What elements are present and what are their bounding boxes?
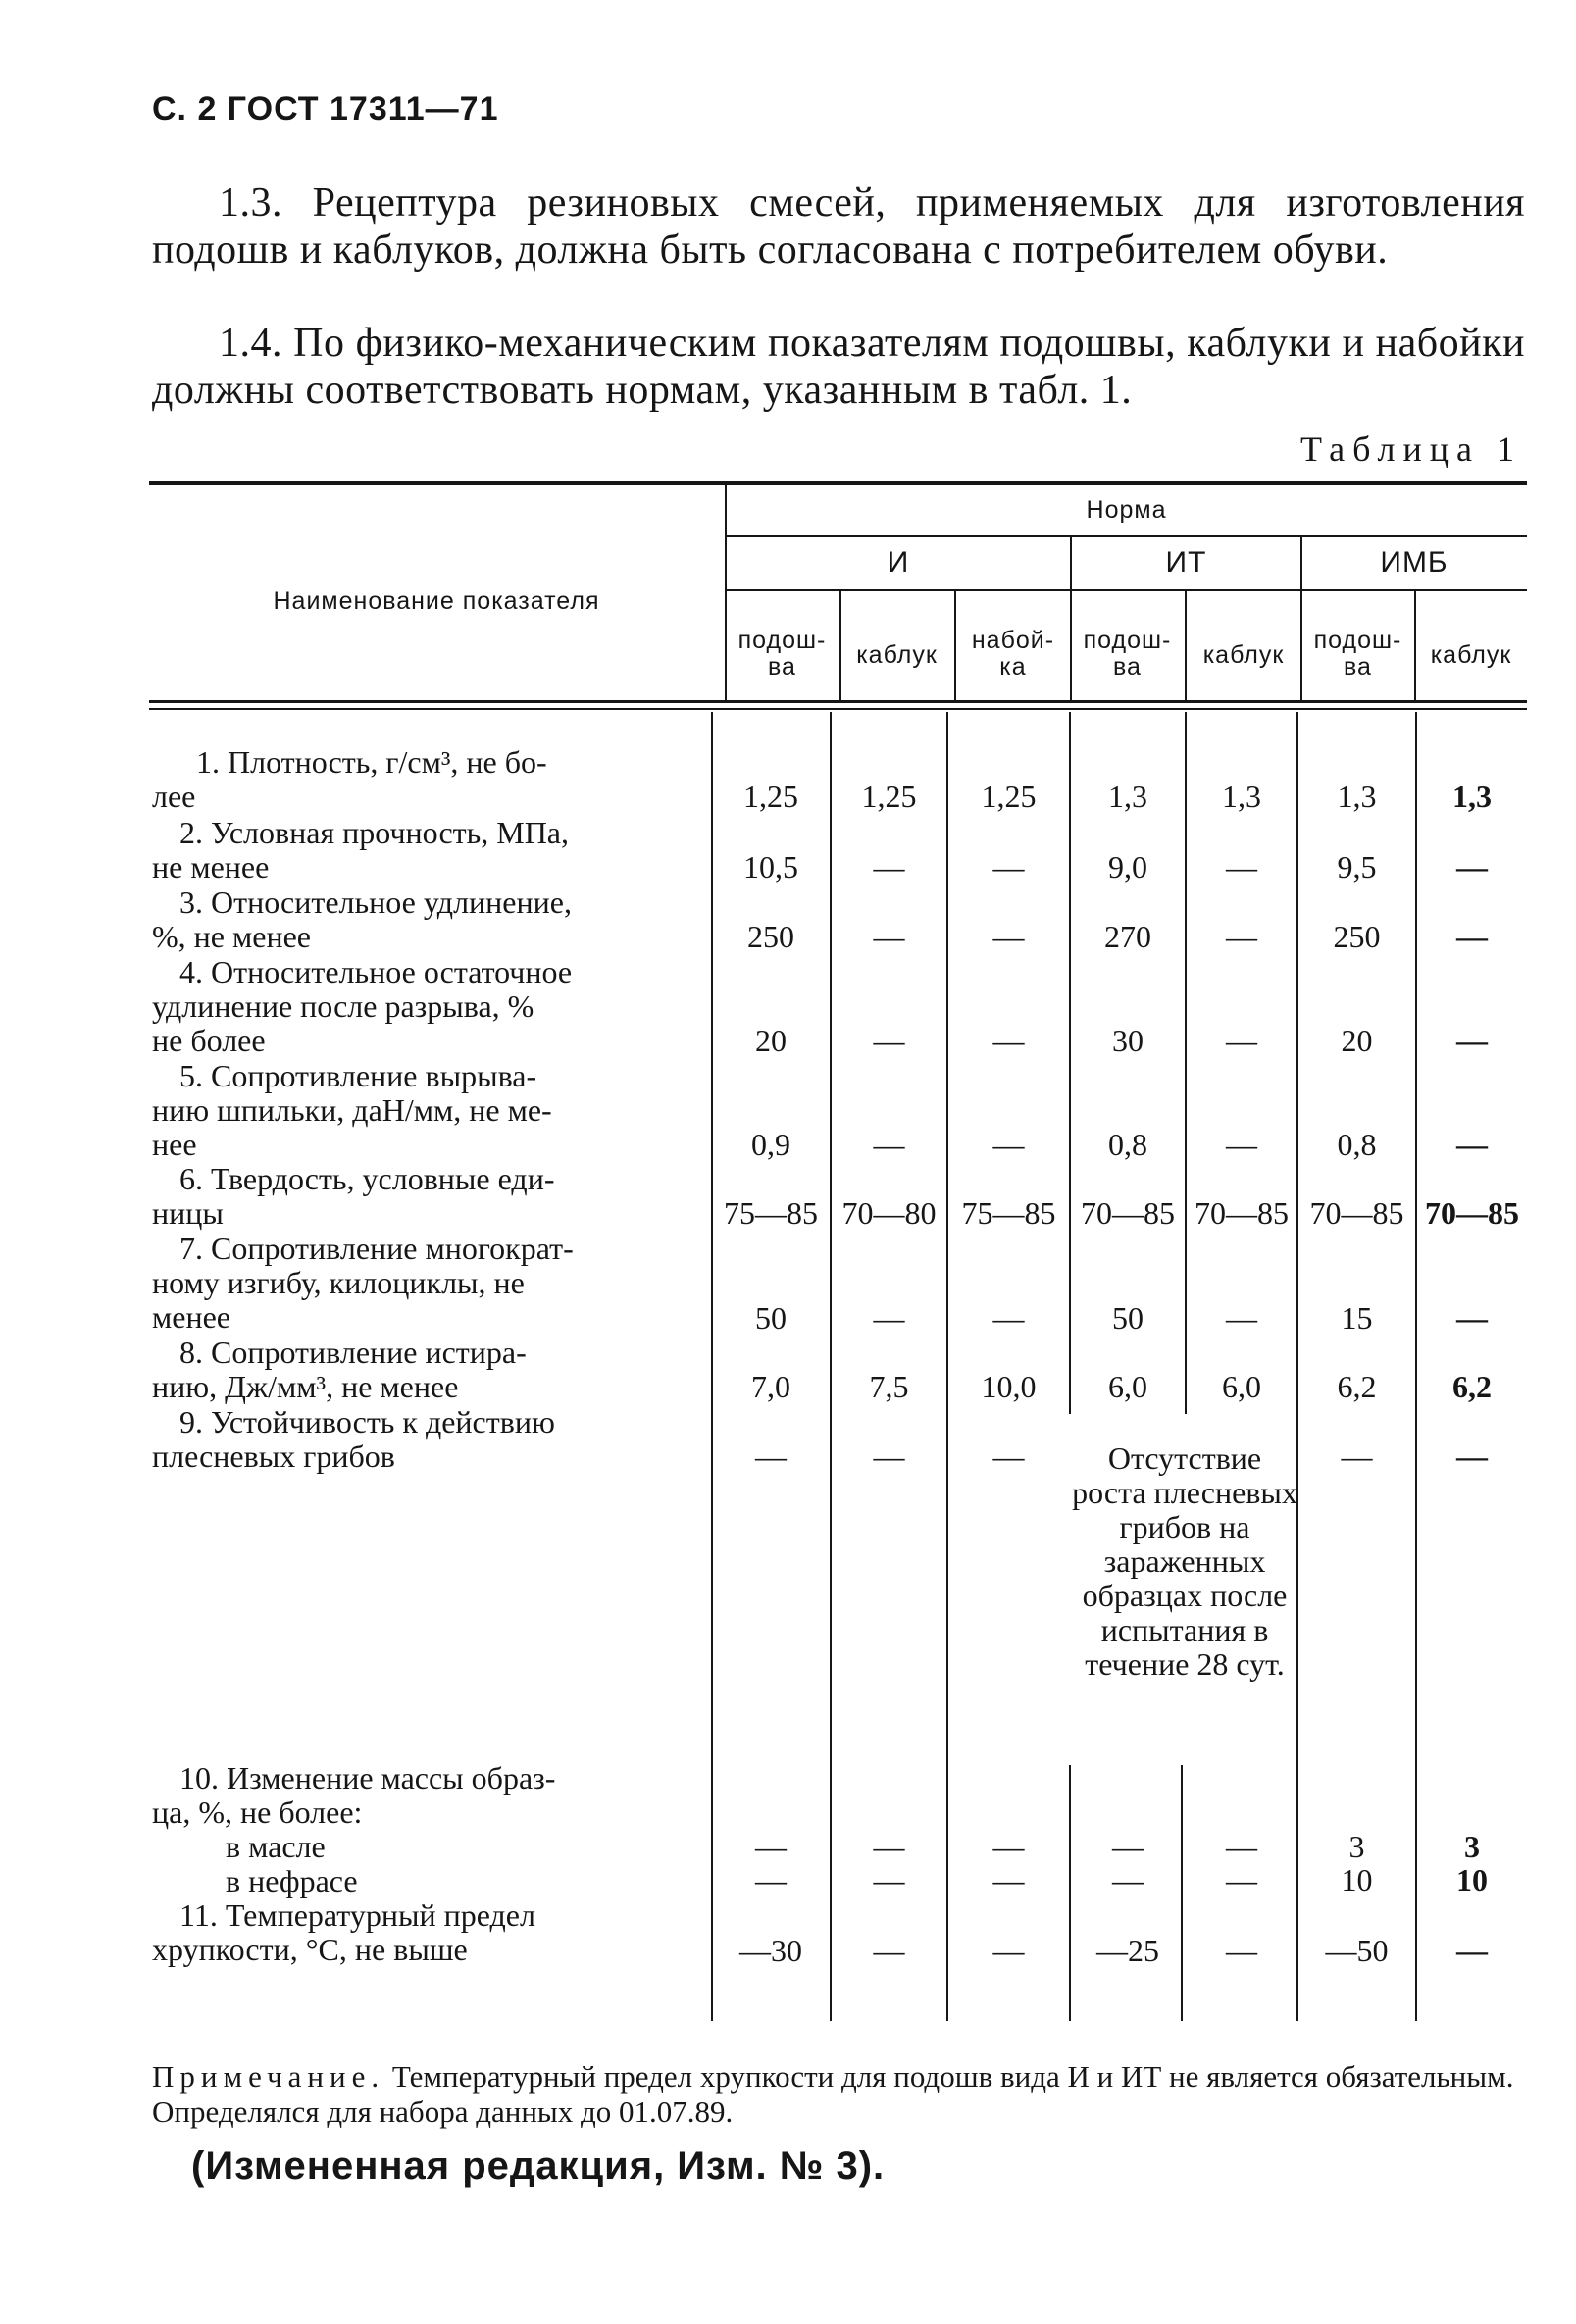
row-name-3: 3. Относительное удлинение, %, не менее — [152, 884, 572, 954]
table-cell-r2-c2: — — [873, 849, 905, 884]
name-column-header: Наименование показателя — [273, 587, 600, 615]
vline-h-6 — [1300, 537, 1302, 700]
table-cell-r5-c1: 0,9 — [751, 1127, 790, 1162]
group-header-imb: ИМБ — [1380, 546, 1449, 579]
table-cell-r8-c4: 6,0 — [1108, 1369, 1147, 1404]
table-cell-r4-c2: — — [873, 1023, 905, 1058]
table-cell-r10b-c2: — — [873, 1862, 905, 1897]
vline-h-4 — [1070, 537, 1072, 700]
table-cell-r11-c5: — — [1226, 1933, 1257, 1968]
table-cell-r3-c5: — — [1226, 919, 1257, 954]
table-cell-r7-c1: 50 — [755, 1300, 787, 1336]
table-cell-r10-c7: 3 — [1464, 1829, 1480, 1864]
subcol-header-3: набой- ка — [971, 627, 1055, 681]
norm-header: Норма — [1086, 496, 1167, 524]
note-text: Температурный предел хрупкости для подошв вида И и ИТ не является обязательным. Определялся для набора данных до 01.07.89. — [152, 2059, 1514, 2129]
table-cell-r1-c7: 1,3 — [1452, 779, 1492, 814]
groups-underline — [726, 589, 1527, 591]
table-cell-r5-c2: — — [873, 1127, 905, 1162]
note-label: Примечание. — [152, 2059, 385, 2094]
table-cell-r10-c2: — — [873, 1829, 905, 1864]
table-cell-r7-c4: 50 — [1112, 1300, 1144, 1336]
table-cell-r10b-c5: — — [1226, 1862, 1257, 1897]
table-cell-r10b-c4: — — [1112, 1862, 1144, 1897]
table-cell-r7-c2: — — [873, 1300, 905, 1336]
vline-b-2 — [830, 712, 832, 2021]
table-cell-r10-c1: — — [755, 1829, 787, 1864]
table-cell-r1-c5: 1,3 — [1222, 779, 1261, 814]
subcol-header-7: каблук — [1430, 641, 1512, 669]
table-cell-r10-c3: — — [992, 1829, 1025, 1864]
norm-underline — [726, 535, 1527, 537]
subcol-header-5: каблук — [1202, 641, 1285, 669]
table-cell-r10-c6: 3 — [1348, 1829, 1365, 1864]
table-cell-r4-c5: — — [1226, 1023, 1257, 1058]
table-cell-r1-c2: 1,25 — [861, 779, 917, 814]
table-top-rule — [149, 481, 1527, 485]
table-cell-r8-c1: 7,0 — [751, 1369, 790, 1404]
group-header-it: ИТ — [1165, 546, 1207, 579]
table-cell-r6-c7: 70—85 — [1425, 1195, 1519, 1231]
table-cell-r1-c4: 1,3 — [1108, 779, 1147, 814]
table-header-double-rule-2 — [149, 708, 1527, 710]
table-cell-r10b-c1: — — [755, 1862, 787, 1897]
table-cell-r8-c2: 7,5 — [869, 1369, 909, 1404]
table-cell-r5-c5: — — [1226, 1127, 1257, 1162]
table-cell-r10b-c3: — — [992, 1862, 1025, 1897]
table-cell-r2-c1: 10,5 — [743, 849, 798, 884]
vline-name-col — [725, 485, 727, 700]
row-name-2: 2. Условная прочность, МПа, не менее — [152, 815, 569, 884]
table-cell-r6-c1: 75—85 — [724, 1195, 818, 1231]
table-cell-r6-c6: 70—85 — [1309, 1195, 1404, 1231]
table-cell-r7-c6: 15 — [1341, 1300, 1373, 1336]
table-cell-r3-c7: — — [1456, 919, 1488, 954]
table-cell-r7-c5: — — [1226, 1300, 1257, 1336]
row-name-9: 9. Устойчивость к действию плесневых грибов — [152, 1404, 555, 1474]
mold-resistance-it-value: Отсутствие роста плесневых грибов на зараженных образцах после испытания в течение 28 сут. — [1072, 1440, 1297, 1682]
row-name-7: 7. Сопротивление многократ- ному изгибу, килоциклы, не менее — [152, 1231, 574, 1335]
vline-b-3 — [946, 712, 948, 2021]
vline-h-2 — [839, 591, 841, 700]
table-cell-r4-c7: — — [1456, 1023, 1488, 1058]
paragraph-1-3: 1.3. Рецептура резиновых смесей, применяемых для изготовления подошв и каблуков, должна быть согласована с потребителем обуви. — [152, 180, 1525, 273]
table-cell-r11-c2: — — [873, 1933, 905, 1968]
table-cell-r5-c7: — — [1456, 1127, 1488, 1162]
vline-h-7 — [1414, 591, 1416, 700]
table-cell-r1-c6: 1,3 — [1337, 779, 1377, 814]
table-cell-r6-c2: 70—80 — [841, 1195, 937, 1231]
group-header-i: И — [887, 546, 910, 579]
row-name-1: 1. Плотность, г/см³, не бо- лее — [152, 744, 547, 814]
table-cell-r10b-c7: 10 — [1456, 1862, 1488, 1897]
table-cell-r10b-c6: 10 — [1341, 1862, 1373, 1897]
table-cell-r10-c4: — — [1112, 1829, 1144, 1864]
table-cell-r2-c7: — — [1456, 849, 1488, 884]
table-cell-r6-c5: 70—85 — [1195, 1195, 1289, 1231]
vline-h-5 — [1185, 591, 1187, 700]
table-cell-r9-c6: — — [1341, 1439, 1373, 1474]
table-cell-r7-c3: — — [992, 1300, 1025, 1336]
table-cell-r9-c3: — — [992, 1439, 1025, 1474]
table-cell-r4-c4: 30 — [1112, 1023, 1144, 1058]
row-name-8: 8. Сопротивление истира- нию, Дж/мм³, не менее — [152, 1335, 527, 1404]
table-cell-r6-c3: 75—85 — [961, 1195, 1056, 1231]
table-cell-r11-c1: —30 — [739, 1933, 802, 1968]
subcol-header-4: подош- ва — [1083, 627, 1172, 681]
table-cell-r3-c2: — — [873, 919, 905, 954]
page-header: С. 2 ГОСТ 17311—71 — [152, 90, 499, 127]
table-cell-r8-c5: 6,0 — [1222, 1369, 1261, 1404]
table-header-double-rule-1 — [149, 700, 1527, 703]
table-cell-r2-c5: — — [1226, 849, 1257, 884]
table-cell-r7-c7: — — [1456, 1300, 1488, 1336]
row-name-10: 10. Изменение массы образ- ца, %, не более: в масле в нефрасе — [152, 1760, 556, 1898]
table-cell-r1-c3: 1,25 — [981, 779, 1037, 814]
row-name-5: 5. Сопротивление вырыва- нию шпильки, даН/мм, не ме- нее — [152, 1058, 552, 1162]
table-cell-r11-c6: —50 — [1325, 1933, 1389, 1968]
table-cell-r11-c7: — — [1456, 1933, 1488, 1968]
amendment-note: (Измененная редакция, Изм. № 3). — [191, 2145, 886, 2188]
table-cell-r3-c6: 250 — [1333, 919, 1381, 954]
table-cell-r2-c6: 9,5 — [1337, 849, 1377, 884]
table-cell-r8-c7: 6,2 — [1452, 1369, 1492, 1404]
table-cell-r5-c4: 0,8 — [1108, 1127, 1147, 1162]
table-cell-r2-c4: 9,0 — [1108, 849, 1147, 884]
vline-b-6 — [1296, 712, 1298, 2021]
vline-h-3 — [954, 591, 956, 700]
paragraph-1-4: 1.4. По физико-механическим показателям подошвы, каблуки и набойки должны соответствовать нормам, указанным в табл. 1. — [152, 321, 1525, 413]
table-note — [152, 2059, 1530, 2130]
table-cell-r3-c4: 270 — [1104, 919, 1151, 954]
table-cell-r9-c7: — — [1456, 1439, 1488, 1474]
table-cell-r5-c3: — — [992, 1127, 1025, 1162]
table-cell-r1-c1: 1,25 — [743, 779, 798, 814]
table-label: Таблица 1 — [1300, 429, 1522, 469]
table-cell-r8-c3: 10,0 — [981, 1369, 1037, 1404]
row-name-6: 6. Твердость, условные еди- ницы — [152, 1161, 555, 1231]
table-cell-r4-c6: 20 — [1341, 1023, 1373, 1058]
table-cell-r3-c3: — — [992, 919, 1025, 954]
vline-b-7 — [1415, 712, 1417, 2021]
table-cell-r11-c3: — — [992, 1933, 1025, 1968]
row-name-11: 11. Температурный предел хрупкости, °С, не выше — [152, 1897, 535, 1967]
table-cell-r9-c2: — — [873, 1439, 905, 1474]
table-cell-r8-c6: 6,2 — [1337, 1369, 1377, 1404]
subcol-header-1: подош- ва — [737, 627, 827, 681]
table-cell-r4-c1: 20 — [755, 1023, 787, 1058]
table-cell-r11-c4: —25 — [1096, 1933, 1159, 1968]
table-cell-r9-c1: — — [755, 1439, 787, 1474]
table-cell-r3-c1: 250 — [747, 919, 794, 954]
vline-b-1 — [711, 712, 713, 2021]
subcol-header-6: подош- ва — [1313, 627, 1402, 681]
table-cell-r5-c6: 0,8 — [1337, 1127, 1377, 1162]
table-cell-r2-c3: — — [992, 849, 1025, 884]
subcol-header-2: каблук — [856, 641, 938, 669]
table-cell-r10-c5: — — [1226, 1829, 1257, 1864]
table-cell-r6-c4: 70—85 — [1081, 1195, 1175, 1231]
row-name-4: 4. Относительное остаточное удлинение после разрыва, % не более — [152, 954, 573, 1058]
table-cell-r4-c3: — — [992, 1023, 1025, 1058]
